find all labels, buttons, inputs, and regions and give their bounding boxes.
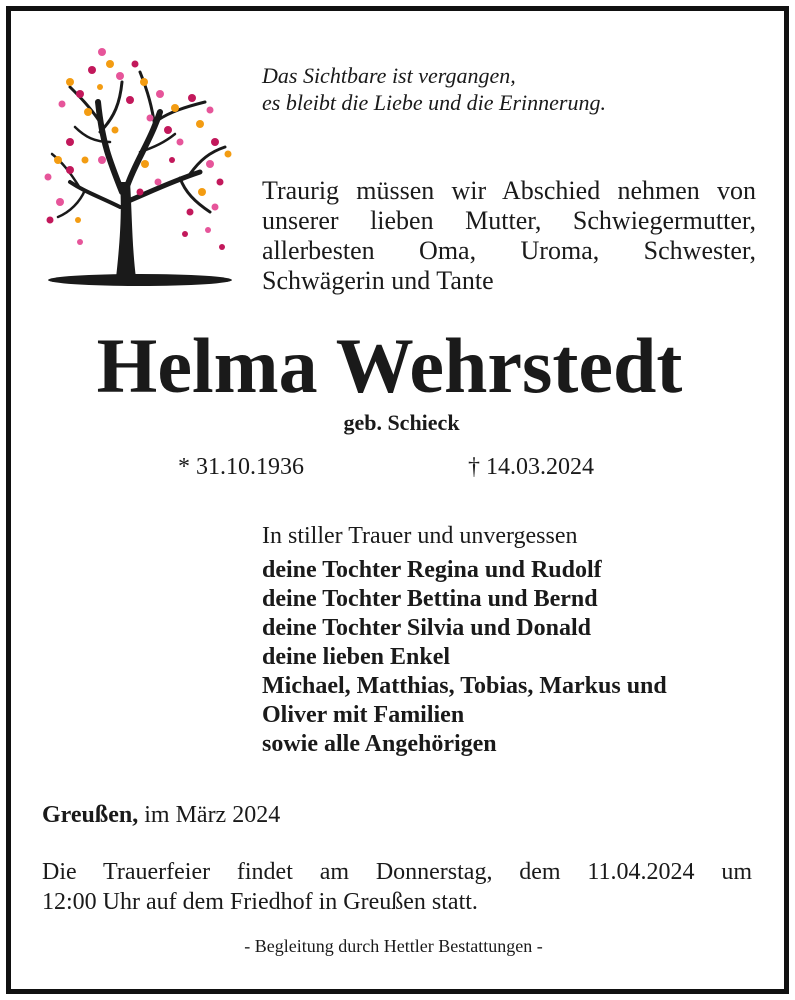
birth-date: * 31.10.1936 — [178, 454, 304, 480]
mourning-line: In stiller Trauer und unvergessen — [262, 523, 578, 549]
family-member: deine lieben Enkel — [262, 644, 451, 670]
intro-line: allerbesten Oma, Uroma, Schwester, — [262, 236, 756, 265]
place-and-date — [42, 800, 280, 830]
funeral-info — [42, 857, 752, 917]
intro-line: unserer lieben Mutter, Schwiegermutter, — [262, 206, 756, 235]
funeral-line: 12:00 Uhr auf dem Friedhof in Greußen statt. — [42, 889, 478, 915]
place-name: Greußen, — [42, 802, 139, 828]
undertaker-credit: - Begleitung durch Hettler Bestattungen - — [244, 936, 543, 956]
birth-name: geb. Schieck — [343, 410, 460, 435]
intro-text — [262, 176, 756, 296]
deceased-name: Helma Wehrstedt — [96, 322, 683, 409]
death-date: † 14.03.2024 — [468, 454, 594, 480]
quote-line: es bleibt die Liebe und die Erinnerung. — [262, 90, 606, 115]
family-member: deine Tochter Bettina und Bernd — [262, 586, 598, 612]
intro-line: Schwägerin und Tante — [262, 266, 494, 295]
autumn-tree-icon — [40, 42, 240, 290]
funeral-line: Die Trauerfeier findet am Donnerstag, dem 11.04.2024 um — [42, 859, 752, 885]
family-member: Michael, Matthias, Tobias, Markus und — [262, 673, 667, 699]
family-member: sowie alle Angehörigen — [262, 731, 497, 757]
intro-line: Traurig müssen wir Abschied nehmen von — [262, 176, 756, 205]
quote-line: Das Sichtbare ist vergangen, — [262, 63, 516, 88]
family-list — [262, 556, 762, 759]
memorial-quote — [262, 62, 762, 116]
place-date: im März 2024 — [138, 802, 281, 828]
family-member: deine Tochter Regina und Rudolf — [262, 557, 602, 583]
family-member: Oliver mit Familien — [262, 702, 465, 728]
family-member: deine Tochter Silvia und Donald — [262, 615, 591, 641]
